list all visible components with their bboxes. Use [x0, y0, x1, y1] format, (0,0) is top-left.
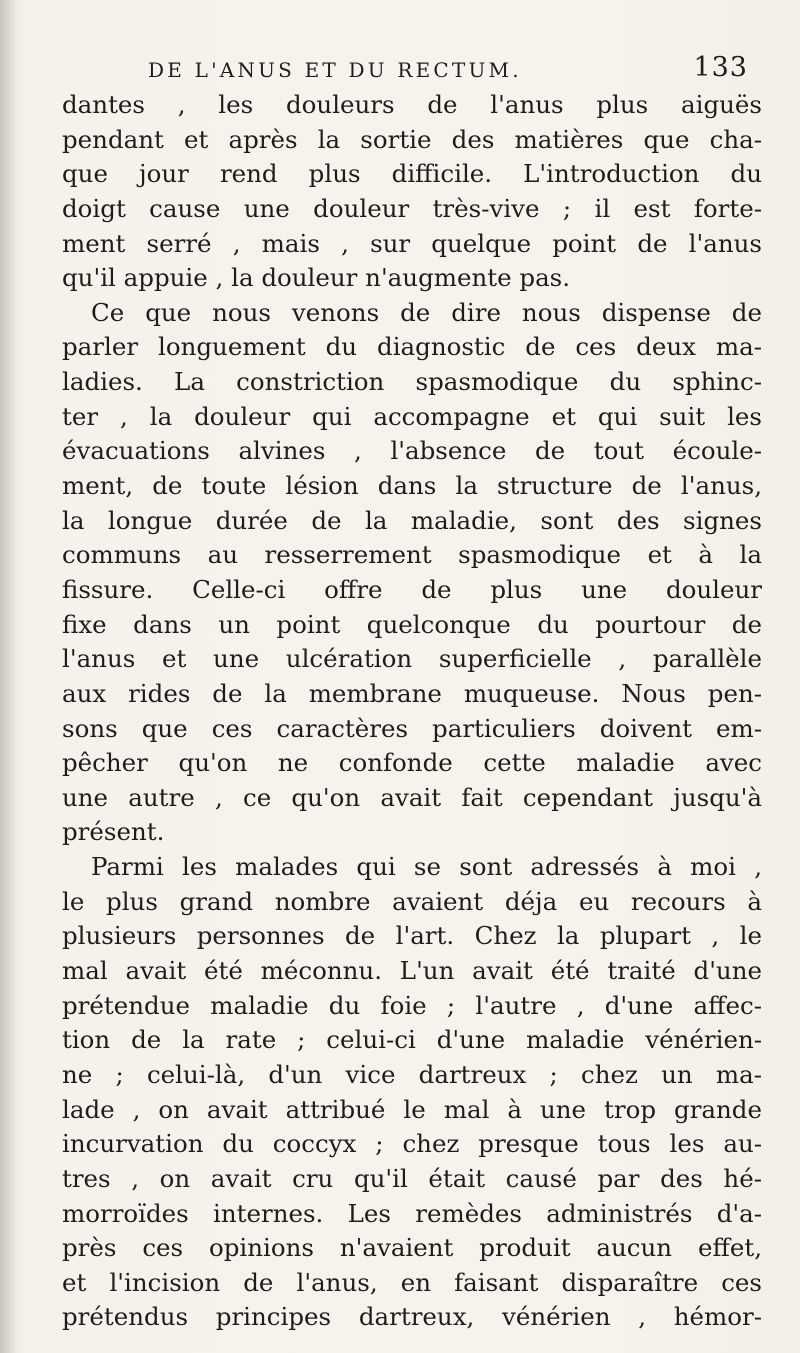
- text-line: pendant et après la sortie des matières que cha-: [62, 124, 762, 154]
- text-line: tion de la rate ; celui-ci d'une maladie vénérien-: [62, 1025, 762, 1055]
- text-line: et l'incision de l'anus, en faisant disparaître ces: [62, 1267, 762, 1297]
- text-line: ladies. La constriction spasmodique du sphinc-: [62, 367, 762, 397]
- text-line: communs au resserrement spasmodique et à la: [62, 540, 762, 570]
- text-line: le plus grand nombre avaient déja eu recours à: [62, 886, 762, 916]
- text-line: que jour rend plus difficile. L'introduction du: [62, 159, 762, 189]
- text-line: fissure. Celle-ci offre de plus une douleur: [62, 574, 762, 604]
- text-line: sons que ces caractères particuliers doivent em-: [62, 713, 762, 743]
- text-line: prétendus principes dartreux, vénérien , hémor-: [62, 1302, 762, 1332]
- text-line: ter , la douleur qui accompagne et qui suit les: [62, 401, 762, 431]
- text-line: tres , on avait cru qu'il était causé par des hé-: [62, 1163, 762, 1193]
- text-line: incurvation du coccyx ; chez presque tous les au-: [62, 1129, 762, 1159]
- page-number: 133: [693, 52, 748, 83]
- text-line: pêcher qu'on ne confonde cette maladie avec: [62, 748, 762, 778]
- text-line: la longue durée de la maladie, sont des signes: [62, 505, 762, 535]
- page-header: [148, 52, 748, 88]
- text-line: fixe dans un point quelconque du pourtour de: [62, 609, 762, 639]
- text-line: parler longuement du diagnostic de ces deux ma-: [62, 332, 762, 362]
- text-line: morroïdes internes. Les remèdes administrés d'a-: [62, 1198, 762, 1228]
- text-line: une autre , ce qu'on avait fait cependant jusqu'à: [62, 782, 762, 812]
- text-line: lade , on avait attribué le mal à une trop grande: [62, 1094, 762, 1124]
- text-line: ne ; celui-là, d'un vice dartreux ; chez un ma-: [62, 1059, 762, 1089]
- text-line: qu'il appuie , la douleur n'augmente pas.: [62, 263, 571, 293]
- text-line: évacuations alvines , l'absence de tout écoule-: [62, 436, 762, 466]
- running-head: DE L'ANUS ET DU RECTUM.: [148, 58, 522, 82]
- gutter-shadow: [0, 0, 18, 1353]
- text-line: mal avait été méconnu. L'un avait été traité d'une: [62, 956, 762, 986]
- body-text: [62, 88, 762, 1335]
- paragraph-start: Ce que nous venons de dire nous dispense de: [91, 297, 762, 327]
- text-line: prétendue maladie du foie ; l'autre , d'une affec-: [62, 990, 762, 1020]
- paragraph-start: Parmi les malades qui se sont adressés à moi ,: [91, 852, 762, 882]
- text-line: doigt cause une douleur très-vive ; il est forte-: [62, 193, 762, 223]
- text-line: présent.: [62, 817, 165, 847]
- text-line: ment serré , mais , sur quelque point de l'anus: [62, 228, 762, 258]
- text-line: près ces opinions n'avaient produit aucun effet,: [62, 1233, 762, 1263]
- text-line: ment, de toute lésion dans la structure de l'anus,: [62, 471, 762, 501]
- text-line: plusieurs personnes de l'art. Chez la plupart , le: [62, 921, 762, 951]
- text-line: l'anus et une ulcération superficielle , parallèle: [62, 644, 762, 674]
- text-line: dantes , les douleurs de l'anus plus aiguës: [62, 90, 762, 119]
- text-line: aux rides de la membrane muqueuse. Nous pen-: [62, 678, 762, 708]
